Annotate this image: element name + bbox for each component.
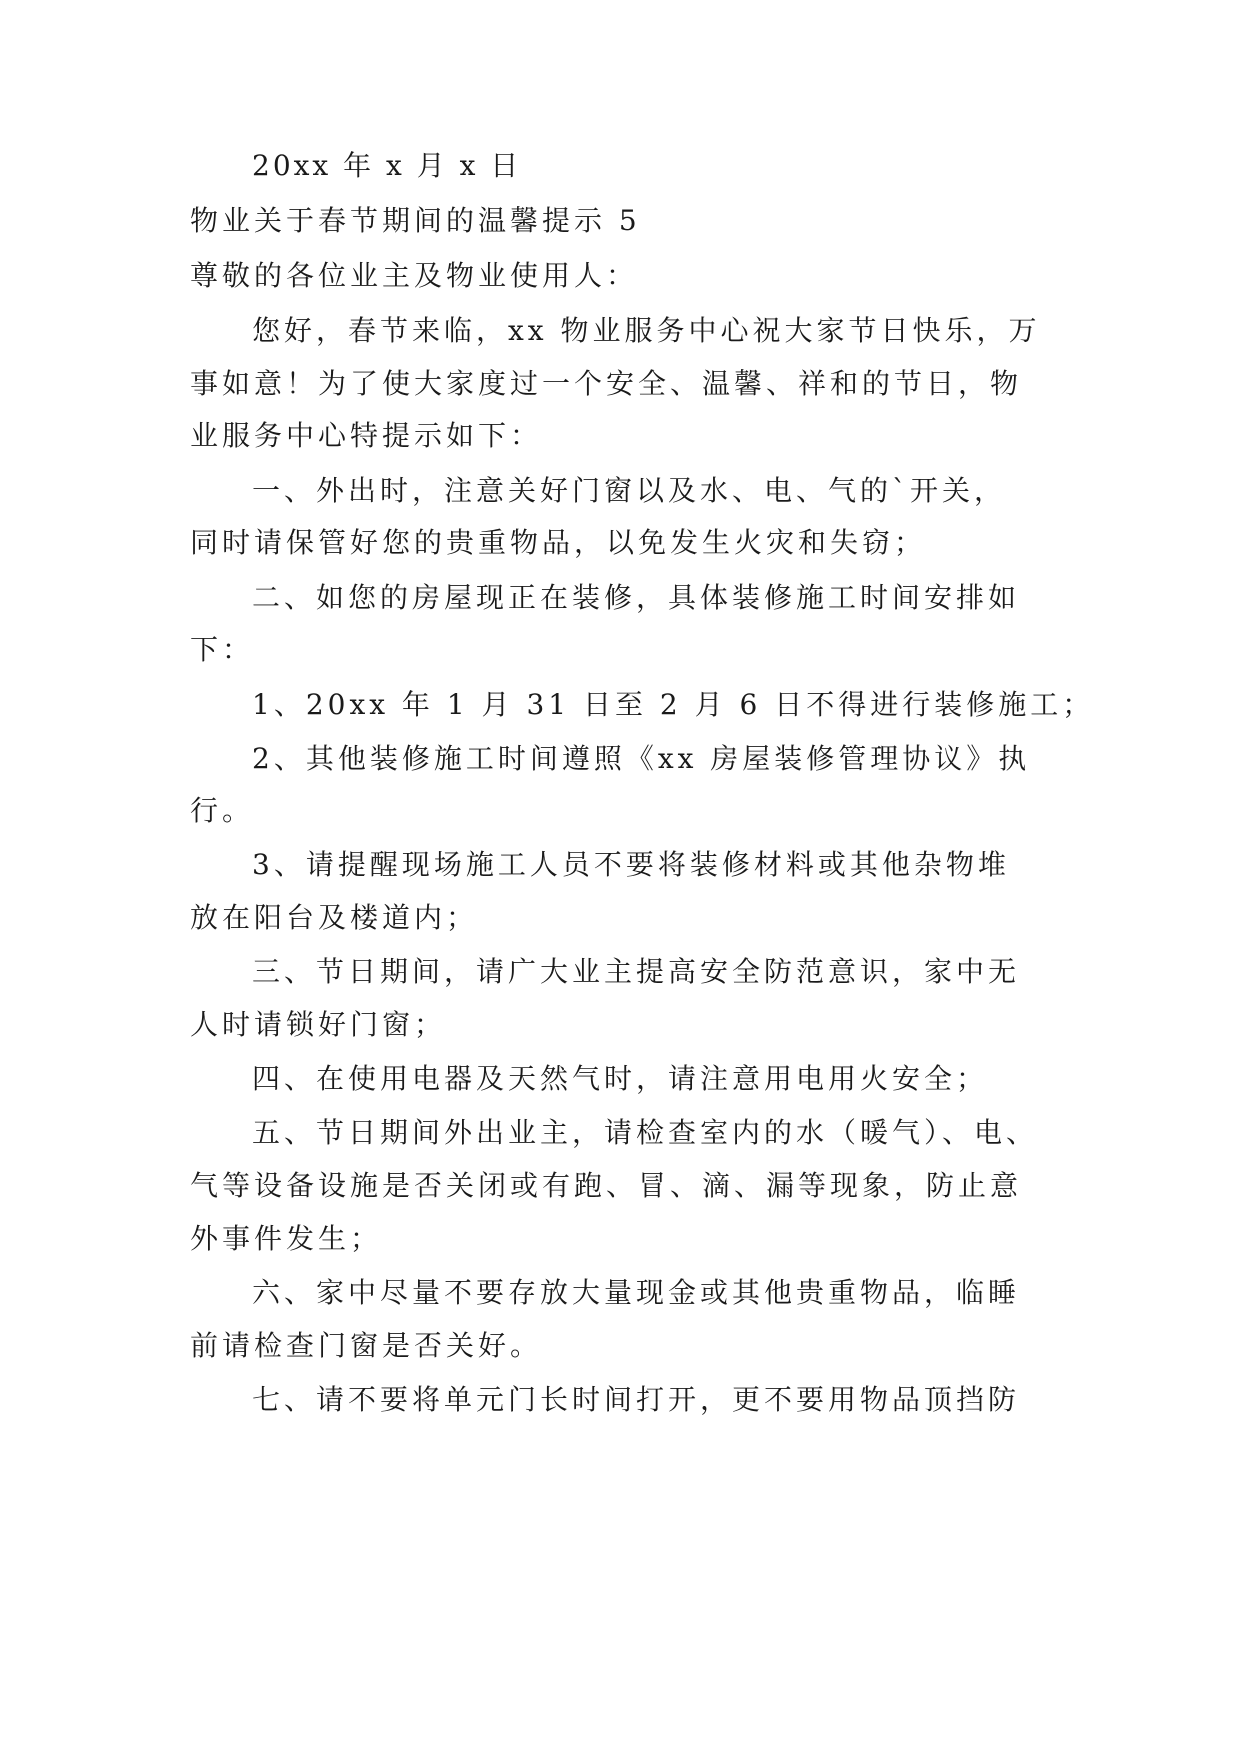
paragraph-line: 3、请提醒现场施工人员不要将装修材料或其他杂物堆 [252,848,1010,881]
paragraph-line: 外事件发生； [190,1222,383,1255]
paragraph-line: 六、家中尽量不要存放大量现金或其他贵重物品，临睡 [252,1276,1021,1309]
paragraph-line: 业服务中心特提示如下： [190,419,543,452]
paragraph-line: 一、外出时，注意关好门窗以及水、电、气的`开关， [252,474,1007,507]
paragraph-line: 下： [190,633,255,666]
paragraph-line: 1、20xx 年 1 月 31 日至 2 月 6 日不得进行装修施工； [252,688,1095,721]
paragraph-line: 同时请保管好您的贵重物品，以免发生火灾和失窃； [190,526,927,559]
paragraph-line: 四、在使用电器及天然气时，请注意用电用火安全； [252,1062,989,1095]
paragraph-line: 人时请锁好门窗； [190,1008,447,1041]
paragraph-line: 您好，春节来临，xx 物业服务中心祝大家节日快乐，万 [252,314,1041,347]
paragraph-line: 二、如您的房屋现正在装修，具体装修施工时间安排如 [252,581,1021,614]
paragraph-line: 五、节日期间外出业主，请检查室内的水（暖气）、电、 [252,1116,1039,1149]
paragraph-line: 行。 [190,794,255,827]
paragraph-line: 前请检查门窗是否关好。 [190,1329,543,1362]
paragraph-line: 事如意！为了使大家度过一个安全、温馨、祥和的节日，物 [190,367,1023,400]
paragraph-line: 七、请不要将单元门长时间打开，更不要用物品顶挡防 [252,1383,1021,1416]
paragraph-line: 气等设备设施是否关闭或有跑、冒、滴、漏等现象，防止意 [190,1169,1023,1202]
paragraph-line: 放在阳台及楼道内； [190,901,479,934]
salutation: 尊敬的各位业主及物业使用人： [190,259,639,292]
paragraph-line: 2、其他装修施工时间遵照《xx 房屋装修管理协议》执 [252,742,1031,775]
document-date: 20xx 年 x 月 x 日 [252,149,522,182]
document-title: 物业关于春节期间的温馨提示 5 [190,204,641,237]
paragraph-line: 三、节日期间，请广大业主提高安全防范意识，家中无 [252,955,1021,988]
